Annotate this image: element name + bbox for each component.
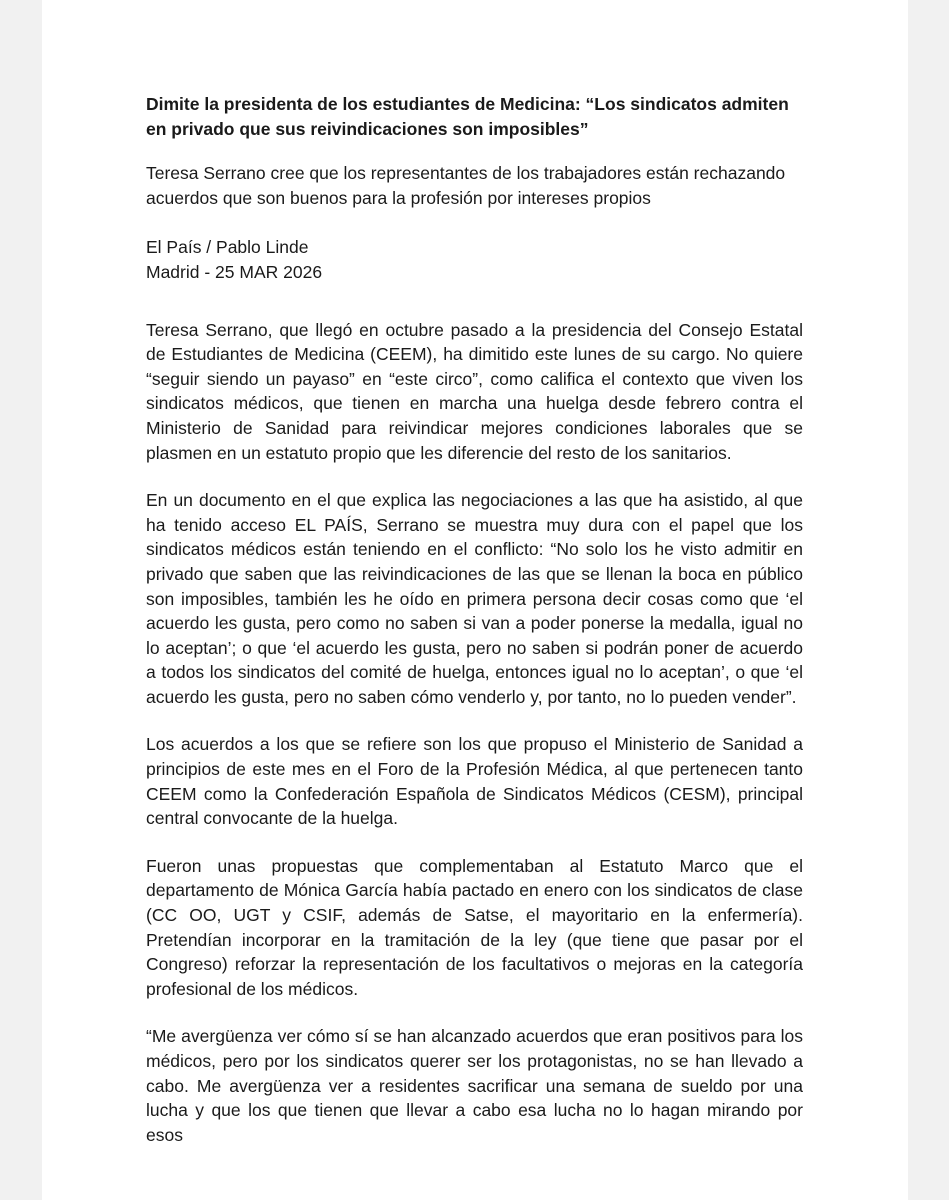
article-title: Dimite la presidenta de los estudiantes de Medicina: “Los sindicatos admiten en privado que sus reivindicaciones son imposibles” [146,94,789,139]
article-subtitle: Teresa Serrano cree que los representantes de los trabajadores están rechazando acuerdos que son buenos para la profesión por intereses propios [146,163,786,208]
article-paragraph: En un documento en el que explica las negociaciones a las que ha asistido, al que ha tenido acceso EL PAÍS, Serrano se muestra muy dura con el papel que los sindicatos médicos están teniendo en el conflicto: “No solo los he visto admitir en privado que saben que las reivindicaciones de las que se llenan la boca en público son imposibles, también les he oído en primera persona decir cosas como que ‘el acuerdo les gusta, pero como no saben si van a poder ponerse la medalla, igual no lo aceptan’; o que ‘el acuerdo les gusta, pero no saben si podrán poner de acuerdo a todos los sindicatos del comité de huelga, entonces igual no lo aceptan’, o que ‘el acuerdo les gusta, pero no saben cómo venderlo y, por tanto, no lo pueden vender”. [146,490,803,707]
article-body [146,92,803,1170]
article-paragraph: Fueron unas propuestas que complementaban al Estatuto Marco que el departamento de Mónica García había pactado en enero con los sindicatos de clase (CC OO, UGT y CSIF, además de Satse, el mayoritario en la enfermería). Pretendían incorporar en la tramitación de la ley (que tiene que pasar por el Congreso) reforzar la representación de los facultativos o mejoras en la categoría profesional de los médicos. [146,855,803,999]
article-paragraph: Teresa Serrano, que llegó en octubre pasado a la presidencia del Consejo Estatal de Estudiantes de Medicina (CEEM), ha dimitido este lunes de su cargo. No quiere “seguir siendo un payaso” en “este circo”, como califica el contexto que viven los sindicatos médicos, que tienen en marcha una huelga desde febrero contra el Ministerio de Sanidad para reivindicar mejores condiciones laborales que se plasmen en un estatuto propio que les diferencie del resto de los sanitarios. [146,319,803,463]
article-dateline: Madrid - 25 MAR 2026 [146,261,323,282]
document-page [42,0,908,1200]
article-byline [146,235,803,284]
article-paragraph: “Me avergüenza ver cómo sí se han alcanzado acuerdos que eran positivos para los médicos, pero por los sindicatos querer ser los protagonistas, no se han llevado a cabo. Me avergüenza ver a residentes sacrificar una semana de sueldo por una lucha y que los que tienen que llevar a cabo esa lucha no lo hagan mirando por esos [146,1026,803,1145]
article-paragraph: Los acuerdos a los que se refiere son los que propuso el Ministerio de Sanidad a principios de este mes en el Foro de la Profesión Médica, al que pertenecen tanto CEEM como la Confederación Española de Sindicatos Médicos (CESM), principal central convocante de la huelga. [146,734,803,829]
article-source: El País / Pablo Linde [146,237,309,258]
